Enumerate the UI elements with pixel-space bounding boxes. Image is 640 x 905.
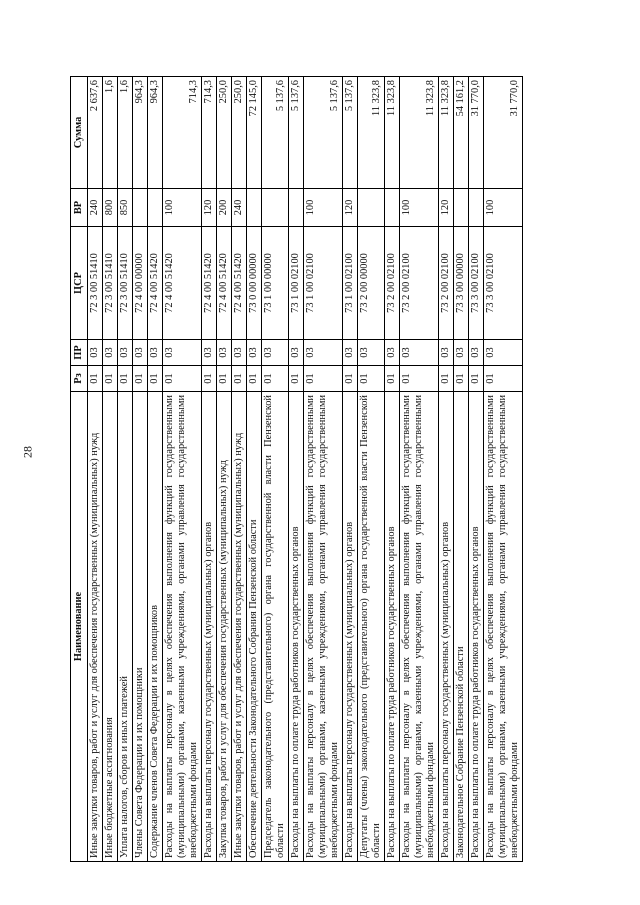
cell-sum: 714,3 xyxy=(163,77,202,189)
cell-csr: 72 4 00 51420 xyxy=(217,227,232,340)
cell-vr xyxy=(148,189,163,227)
cell-name: Расходы на выплаты по оплате труда работников государственных органов xyxy=(289,392,304,862)
cell-csr: 72 4 00 51420 xyxy=(163,227,202,340)
cell-sum: 5 137,6 xyxy=(289,77,304,189)
cell-vr: 240 xyxy=(232,189,247,227)
cell-pr: 03 xyxy=(148,340,163,366)
cell-name: Расходы на выплаты персоналу государственных (муниципальных) органов xyxy=(439,392,454,862)
cell-pr: 03 xyxy=(385,340,400,366)
cell-pr: 03 xyxy=(343,340,358,366)
cell-vr xyxy=(247,189,262,227)
cell-csr: 73 1 00 02100 xyxy=(289,227,304,340)
cell-pr: 03 xyxy=(163,340,202,366)
table-row xyxy=(469,77,484,862)
table-row xyxy=(289,77,304,862)
cell-vr: 100 xyxy=(484,189,523,227)
cell-name: Законодательное Собрание Пензенской области xyxy=(454,392,469,862)
cell-vr xyxy=(358,189,385,227)
cell-name: Иные бюджетные ассигнования xyxy=(103,392,118,862)
cell-rz: 01 xyxy=(304,366,343,392)
cell-rz: 01 xyxy=(133,366,148,392)
cell-name: Расходы на выплаты персоналу в целях обеспечения выполнения функций государственными (муниципальными) органами, казенными учреждениями, органами управления государственными внебюджетными фондами xyxy=(304,392,343,862)
table-row xyxy=(88,77,103,862)
cell-name: Иные закупки товаров, работ и услуг для обеспечения государственных (муниципальных) нужд xyxy=(232,392,247,862)
cell-pr: 03 xyxy=(133,340,148,366)
table-row xyxy=(118,77,133,862)
cell-pr: 03 xyxy=(88,340,103,366)
cell-csr: 73 1 00 02100 xyxy=(304,227,343,340)
cell-sum: 72 145,0 xyxy=(247,77,262,189)
cell-vr xyxy=(454,189,469,227)
cell-sum: 5 137,6 xyxy=(343,77,358,189)
table-row xyxy=(163,77,202,862)
table-row xyxy=(217,77,232,862)
cell-pr: 03 xyxy=(202,340,217,366)
cell-csr: 73 2 00 00000 xyxy=(358,227,385,340)
cell-rz: 01 xyxy=(232,366,247,392)
cell-csr: 73 2 00 02100 xyxy=(400,227,439,340)
cell-vr: 100 xyxy=(304,189,343,227)
cell-name: Расходы на выплаты персоналу в целях обеспечения выполнения функций государственными (муниципальными) органами, казенными учреждениями, органами управления государственными внебюджетными фондами xyxy=(484,392,523,862)
header-sum: Сумма xyxy=(71,77,88,189)
cell-sum: 31 770,0 xyxy=(484,77,523,189)
table-row xyxy=(148,77,163,862)
table-row xyxy=(103,77,118,862)
table-row xyxy=(484,77,523,862)
table-row xyxy=(358,77,385,862)
cell-rz: 01 xyxy=(469,366,484,392)
table-row xyxy=(400,77,439,862)
cell-name: Члены Совета Федерации и их помощники xyxy=(133,392,148,862)
cell-name: Обеспечение деятельности Законодательного Собрания Пензенской области xyxy=(247,392,262,862)
cell-csr: 72 4 00 51420 xyxy=(148,227,163,340)
cell-rz: 01 xyxy=(439,366,454,392)
cell-name: Председатель законодательного (представительного) органа государственной власти Пензенской области xyxy=(262,392,289,862)
table-row xyxy=(262,77,289,862)
cell-sum: 31 770,0 xyxy=(469,77,484,189)
cell-sum: 250,0 xyxy=(232,77,247,189)
cell-rz: 01 xyxy=(103,366,118,392)
cell-vr: 100 xyxy=(163,189,202,227)
table-row xyxy=(232,77,247,862)
table-row xyxy=(454,77,469,862)
table-row xyxy=(202,77,217,862)
cell-csr: 73 1 00 02100 xyxy=(343,227,358,340)
cell-csr: 73 3 00 02100 xyxy=(469,227,484,340)
budget-table-sheet xyxy=(70,77,590,862)
cell-csr: 73 0 00 00000 xyxy=(247,227,262,340)
cell-name: Расходы на выплаты по оплате труда работников государственных органов xyxy=(469,392,484,862)
cell-name: Депутаты (члены) законодательного (представительного) органа государственной власти Пензенской области xyxy=(358,392,385,862)
cell-pr: 03 xyxy=(262,340,289,366)
cell-csr: 73 2 00 02100 xyxy=(439,227,454,340)
table-row xyxy=(304,77,343,862)
cell-sum: 964,3 xyxy=(148,77,163,189)
table-body xyxy=(88,77,523,862)
cell-rz: 01 xyxy=(358,366,385,392)
cell-pr: 03 xyxy=(304,340,343,366)
cell-sum: 11 323,8 xyxy=(358,77,385,189)
cell-rz: 01 xyxy=(88,366,103,392)
cell-csr: 73 2 00 02100 xyxy=(385,227,400,340)
cell-sum: 11 323,8 xyxy=(400,77,439,189)
cell-rz: 01 xyxy=(163,366,202,392)
cell-pr: 03 xyxy=(289,340,304,366)
cell-sum: 11 323,8 xyxy=(439,77,454,189)
cell-sum: 54 161,2 xyxy=(454,77,469,189)
header-name: Наименование xyxy=(71,392,88,862)
table-row xyxy=(133,77,148,862)
cell-vr xyxy=(289,189,304,227)
cell-sum: 11 323,8 xyxy=(385,77,400,189)
cell-sum: 5 137,6 xyxy=(262,77,289,189)
cell-vr xyxy=(385,189,400,227)
cell-rz: 01 xyxy=(217,366,232,392)
cell-name: Расходы на выплаты персоналу в целях обеспечения выполнения функций государственными (муниципальными) органами, казенными учреждениями, органами управления государственными внебюджетными фондами xyxy=(163,392,202,862)
cell-sum: 1,6 xyxy=(103,77,118,189)
cell-rz: 01 xyxy=(484,366,523,392)
cell-csr: 72 3 00 51410 xyxy=(103,227,118,340)
cell-name: Закупка товаров, работ и услуг для обеспечения государственных (муниципальных) нужд xyxy=(217,392,232,862)
header-rz: Рз xyxy=(71,366,88,392)
cell-pr: 03 xyxy=(232,340,247,366)
cell-csr: 73 3 00 02100 xyxy=(484,227,523,340)
cell-rz: 01 xyxy=(343,366,358,392)
cell-name: Иные закупки товаров, работ и услуг для обеспечения государственных (муниципальных) нужд xyxy=(88,392,103,862)
cell-rz: 01 xyxy=(262,366,289,392)
cell-csr: 73 1 00 00000 xyxy=(262,227,289,340)
cell-vr: 800 xyxy=(103,189,118,227)
cell-vr: 120 xyxy=(202,189,217,227)
budget-table xyxy=(70,76,523,862)
header-pr: ПР xyxy=(71,340,88,366)
cell-rz: 01 xyxy=(247,366,262,392)
cell-vr xyxy=(262,189,289,227)
cell-rz: 01 xyxy=(454,366,469,392)
cell-rz: 01 xyxy=(148,366,163,392)
cell-csr: 72 3 00 51410 xyxy=(118,227,133,340)
cell-vr: 240 xyxy=(88,189,103,227)
cell-rz: 01 xyxy=(385,366,400,392)
cell-pr: 03 xyxy=(400,340,439,366)
header-csr: ЦСР xyxy=(71,227,88,340)
header-vr: ВР xyxy=(71,189,88,227)
cell-sum: 5 137,6 xyxy=(304,77,343,189)
cell-vr: 120 xyxy=(343,189,358,227)
cell-vr xyxy=(133,189,148,227)
cell-sum: 1,6 xyxy=(118,77,133,189)
cell-sum: 964,3 xyxy=(133,77,148,189)
cell-rz: 01 xyxy=(400,366,439,392)
cell-csr: 73 3 00 00000 xyxy=(454,227,469,340)
cell-name: Содержание членов Совета Федерации и их помощников xyxy=(148,392,163,862)
cell-vr: 120 xyxy=(439,189,454,227)
table-header-row xyxy=(71,77,88,862)
page-number: 28 xyxy=(20,446,35,458)
cell-rz: 01 xyxy=(202,366,217,392)
cell-vr: 200 xyxy=(217,189,232,227)
cell-name: Уплата налогов, сборов и иных платежей xyxy=(118,392,133,862)
cell-pr: 03 xyxy=(484,340,523,366)
table-row xyxy=(247,77,262,862)
cell-pr: 03 xyxy=(103,340,118,366)
cell-pr: 03 xyxy=(469,340,484,366)
cell-csr: 72 4 00 51420 xyxy=(202,227,217,340)
cell-sum: 2 637,6 xyxy=(88,77,103,189)
cell-name: Расходы на выплаты персоналу государственных (муниципальных) органов xyxy=(343,392,358,862)
cell-vr xyxy=(469,189,484,227)
cell-csr: 72 3 00 51410 xyxy=(88,227,103,340)
cell-name: Расходы на выплаты персоналу в целях обеспечения выполнения функций государственными (муниципальными) органами, казенными учреждениями, органами управления государственными внебюджетными фондами xyxy=(400,392,439,862)
cell-csr: 72 4 00 00000 xyxy=(133,227,148,340)
cell-rz: 01 xyxy=(289,366,304,392)
cell-sum: 714,3 xyxy=(202,77,217,189)
cell-name: Расходы на выплаты по оплате труда работников государственных органов xyxy=(385,392,400,862)
cell-sum: 250,0 xyxy=(217,77,232,189)
cell-pr: 03 xyxy=(217,340,232,366)
table-row xyxy=(439,77,454,862)
table-row xyxy=(343,77,358,862)
cell-vr: 850 xyxy=(118,189,133,227)
cell-pr: 03 xyxy=(358,340,385,366)
cell-pr: 03 xyxy=(454,340,469,366)
table-row xyxy=(385,77,400,862)
cell-rz: 01 xyxy=(118,366,133,392)
cell-csr: 72 4 00 51420 xyxy=(232,227,247,340)
cell-pr: 03 xyxy=(439,340,454,366)
cell-pr: 03 xyxy=(118,340,133,366)
cell-vr: 100 xyxy=(400,189,439,227)
cell-name: Расходы на выплаты персоналу государственных (муниципальных) органов xyxy=(202,392,217,862)
cell-pr: 03 xyxy=(247,340,262,366)
